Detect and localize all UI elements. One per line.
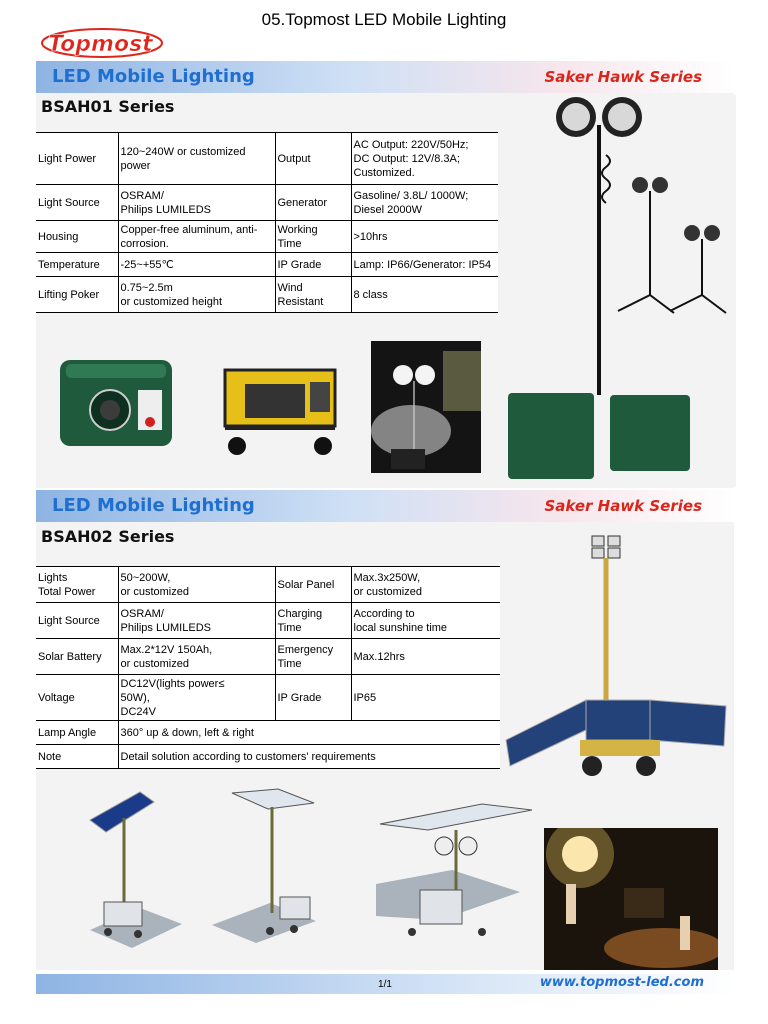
spec-value: Gasoline/ 3.8L/ 1000W; Diesel 2000W (351, 185, 512, 221)
spec-value: OSRAM/ Philips LUMILEDS (118, 603, 275, 639)
banner-series: Saker Hawk Series (544, 497, 702, 515)
spec-value: >10hrs (351, 221, 512, 253)
spec-label: Lamp Angle (36, 721, 118, 745)
spec-row (36, 675, 512, 721)
spec-value: 360° up & down, left & right (118, 721, 512, 745)
spec-label: Solar Battery (36, 639, 118, 675)
spec-label: Note (36, 745, 118, 769)
spec-row (36, 221, 512, 253)
spec-value: Lamp: IP66/Generator: IP54 (351, 253, 512, 277)
spec-row (36, 277, 512, 313)
spec-value: Max.12hrs (351, 639, 512, 675)
spec-label: Housing (36, 221, 118, 253)
series-title: BSAH02 Series (41, 527, 175, 546)
spec-value: AC Output: 220V/50Hz; DC Output: 12V/8.3A; Customized. (351, 133, 512, 185)
spec-row (36, 185, 512, 221)
spec-label: IP Grade (275, 253, 351, 277)
footer-bar (36, 974, 734, 994)
spec-row (36, 639, 512, 675)
spec-value: Max.3x250W, or customized (351, 567, 512, 603)
spec-value: According to local sunshine time (351, 603, 512, 639)
diesel-generator-photo (215, 358, 345, 458)
logo-text: Topmost (48, 32, 153, 57)
spec-row (36, 721, 512, 745)
solar-tower-render-1 (80, 790, 184, 950)
document-title: 05.Topmost LED Mobile Lighting (261, 10, 507, 29)
solar-tower-render-3 (372, 800, 532, 968)
spec-label: IP Grade (275, 675, 351, 721)
night-lighting-photo (371, 341, 481, 473)
spec-label: Solar Panel (275, 567, 351, 603)
banner-title: LED Mobile Lighting (52, 495, 255, 516)
spec-label: Temperature (36, 253, 118, 277)
spec-value: Detail solution according to customers' requirements (118, 745, 512, 769)
series-title: BSAH01 Series (41, 97, 175, 116)
spec-row (36, 603, 512, 639)
spec-label: Output (275, 133, 351, 185)
spec-value: 50~200W, or customized (118, 567, 275, 603)
spec-row (36, 253, 512, 277)
spec-label: Light Source (36, 603, 118, 639)
bsah01-spec-table (36, 132, 512, 313)
banner-title: LED Mobile Lighting (52, 66, 255, 87)
bsah02-spec-table (36, 566, 512, 769)
page-number: 1/1 (378, 979, 392, 990)
spec-value: 8 class (351, 277, 512, 313)
section-1-banner (36, 61, 734, 93)
spec-label: Light Source (36, 185, 118, 221)
solar-tower-render-2 (210, 785, 318, 945)
spec-value: OSRAM/ Philips LUMILEDS (118, 185, 275, 221)
spec-label: Working Time (275, 221, 351, 253)
spec-value: 120~240W or customized power (118, 133, 275, 185)
spec-value: IP65 (351, 675, 512, 721)
spec-row (36, 133, 512, 185)
inverter-generator-photo (52, 350, 180, 452)
spec-row (36, 567, 512, 603)
spec-value: 0.75~2.5m or customized height (118, 277, 275, 313)
night-worksite-photo (544, 828, 718, 970)
spec-value: DC12V(lights power≤ 50W), DC24V (118, 675, 275, 721)
website-link[interactable]: www.topmost-led.com (539, 975, 704, 990)
spec-value: Max.2*12V 150Ah, or customized (118, 639, 275, 675)
solar-lighting-trailer-photo (500, 530, 734, 785)
spec-value: Copper-free aluminum, anti- corrosion. (118, 221, 275, 253)
spec-label: Wind Resistant (275, 277, 351, 313)
spec-label: Lights Total Power (36, 567, 118, 603)
spec-label: Emergency Time (275, 639, 351, 675)
spec-label: Generator (275, 185, 351, 221)
spec-row (36, 745, 512, 769)
spec-label: Lifting Poker (36, 277, 118, 313)
spec-value: -25~+55℃ (118, 253, 275, 277)
lighting-tower-products-photo (498, 95, 736, 487)
spec-label: Charging Time (275, 603, 351, 639)
section-2-banner (36, 490, 734, 522)
spec-label: Voltage (36, 675, 118, 721)
topmost-logo (40, 24, 166, 60)
banner-series: Saker Hawk Series (544, 68, 702, 86)
spec-label: Light Power (36, 133, 118, 185)
